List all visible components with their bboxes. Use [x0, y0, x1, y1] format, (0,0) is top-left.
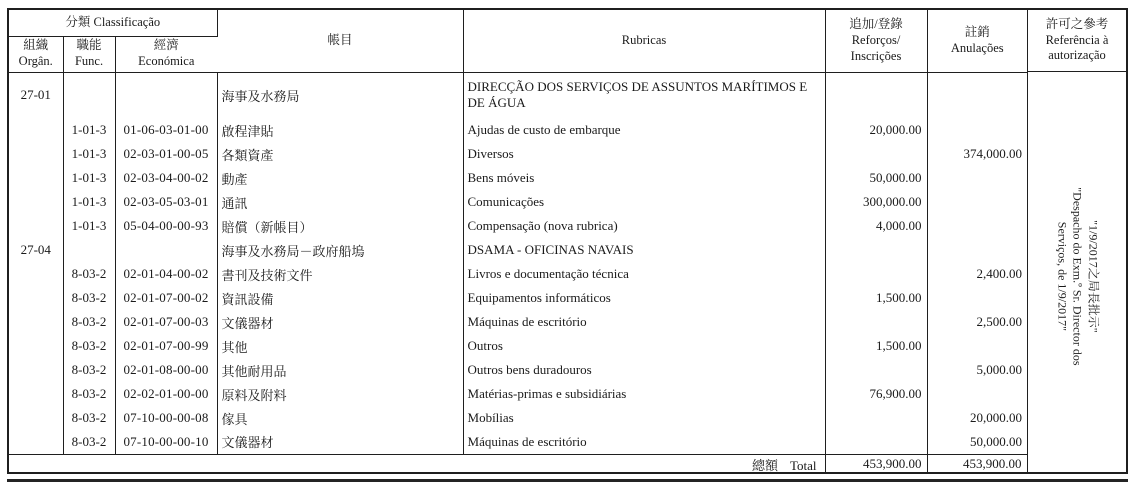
table-body	[9, 72, 1027, 454]
table-footer	[9, 454, 1027, 474]
anulacoes-amount: 20,000.00	[970, 410, 1023, 425]
table-row	[9, 166, 1027, 190]
reforcos-amount	[825, 358, 927, 382]
anulacoes-amount: 2,500.00	[976, 314, 1023, 329]
reforcos-amount	[825, 310, 927, 334]
organ-code	[9, 358, 63, 382]
header-conta: 帳目	[217, 10, 463, 72]
account-name-zh: 資訊設備	[217, 286, 463, 310]
organ-code	[9, 430, 63, 454]
reforcos-amount: 4,000.00	[825, 214, 927, 238]
reforcos-amount	[825, 430, 927, 454]
reforcos-amount: 50,000.00	[825, 166, 927, 190]
account-name-zh: 書刊及技術文件	[217, 262, 463, 286]
func-code: 1-01-3	[63, 142, 115, 166]
header-organ-pt: Orgân.	[18, 54, 53, 68]
budget-table-grid	[9, 10, 1028, 474]
authorization-note-line-3: Serviços, de 1/9/2017"	[1055, 221, 1070, 331]
header-organ-zh: 組織	[23, 38, 49, 53]
bottom-rule	[7, 479, 1128, 482]
rubrica-pt: Equipamentos informáticos	[463, 286, 825, 310]
anulacoes-amount	[927, 238, 1027, 262]
func-code: 8-03-2	[63, 358, 115, 382]
account-name-zh: 賠償（新帳目）	[217, 214, 463, 238]
authorization-reference-note	[1054, 187, 1101, 365]
organ-code	[9, 118, 63, 142]
header-reforcos	[825, 10, 927, 72]
organ-code	[9, 310, 63, 334]
account-name-zh: 各類資產	[217, 142, 463, 166]
rubrica-pt: Bens móveis	[463, 166, 825, 190]
econ-code: 07-10-00-00-08	[115, 406, 217, 430]
func-code: 8-03-2	[63, 430, 115, 454]
organ-code	[9, 406, 63, 430]
organ-code: 27-01	[9, 72, 63, 118]
header-referencia	[1028, 10, 1126, 72]
table-row	[9, 214, 1027, 238]
organ-code	[9, 334, 63, 358]
account-name-zh: 傢具	[217, 406, 463, 430]
rubrica-pt: Outros bens duradouros	[463, 358, 825, 382]
header-referencia-pt-2: autorização	[1048, 48, 1106, 63]
reforcos-amount: 300,000.00	[825, 190, 927, 214]
table-row	[9, 406, 1027, 430]
header-classificacao: 分類 Classificação	[9, 10, 217, 36]
organ-code	[9, 262, 63, 286]
rubrica-pt: Máquinas de escritório	[463, 430, 825, 454]
account-name-zh: 文儀器材	[217, 310, 463, 334]
func-code: 8-03-2	[63, 262, 115, 286]
econ-code: 02-01-07-00-03	[115, 310, 217, 334]
rubrica-pt: Ajudas de custo de embarque	[463, 118, 825, 142]
rubrica-pt: Mobílias	[463, 406, 825, 430]
header-anulacoes	[927, 10, 1027, 72]
header-reforcos-pt-1: Reforços/	[851, 32, 901, 47]
func-code: 1-01-3	[63, 166, 115, 190]
econ-code: 02-03-05-03-01	[115, 190, 217, 214]
header-econ	[115, 36, 217, 72]
account-name-zh: 原料及附料	[217, 382, 463, 406]
table-row	[9, 238, 1027, 262]
table-row	[9, 382, 1027, 406]
account-name-zh: 其他耐用品	[217, 358, 463, 382]
anulacoes-amount	[927, 190, 1027, 214]
econ-code: 07-10-00-00-10	[115, 430, 217, 454]
rubrica-pt: Máquinas de escritório	[463, 310, 825, 334]
table-row	[9, 262, 1027, 286]
authorization-reference-column	[1027, 10, 1126, 472]
table-row	[9, 142, 1027, 166]
account-name-zh: 啟程津貼	[217, 118, 463, 142]
authorization-note-line-1: "1/9/2017之局長批示"	[1086, 219, 1101, 333]
anulacoes-amount: 50,000.00	[970, 433, 1023, 449]
econ-code: 02-01-04-00-02	[115, 262, 217, 286]
anulacoes-amount	[927, 334, 1027, 358]
econ-code: 02-02-01-00-00	[115, 382, 217, 406]
rubrica-pt: Comunicações	[463, 190, 825, 214]
table-row	[9, 430, 1027, 454]
authorization-reference-body	[1028, 72, 1126, 470]
rubrica-pt: Livros e documentação técnica	[463, 262, 825, 286]
header-referencia-zh: 許可之參考	[1045, 17, 1109, 32]
econ-code: 02-01-07-00-99	[115, 334, 217, 358]
header-func	[63, 36, 115, 72]
reforcos-amount	[825, 262, 927, 286]
reforcos-amount	[825, 238, 927, 262]
econ-code	[115, 238, 217, 262]
header-referencia-pt-1: Referência à	[1045, 32, 1109, 47]
econ-code: 01-06-03-01-00	[115, 118, 217, 142]
total-reforcos-amount: 453,900.00	[825, 454, 927, 474]
header-econ-pt: Económica	[138, 54, 195, 68]
organ-code: 27-04	[9, 238, 63, 262]
account-name-zh: 動產	[217, 166, 463, 190]
account-name-zh: 通訊	[217, 190, 463, 214]
func-code: 8-03-2	[63, 406, 115, 430]
anulacoes-amount	[927, 72, 1027, 118]
header-func-zh: 職能	[76, 38, 102, 53]
rubrica-pt: Diversos	[463, 142, 825, 166]
anulacoes-amount	[927, 118, 1027, 142]
rubrica-pt: DSAMA - OFICINAS NAVAIS	[463, 238, 825, 262]
anulacoes-amount: 5,000.00	[976, 362, 1023, 377]
reforcos-amount	[825, 142, 927, 166]
reforcos-amount: 76,900.00	[825, 382, 927, 406]
anulacoes-amount	[927, 382, 1027, 406]
reforcos-amount	[825, 406, 927, 430]
header-anulacoes-zh: 註銷	[964, 25, 990, 40]
rubrica-pt: Compensação (nova rubrica)	[463, 214, 825, 238]
total-anulacoes-amount: 453,900.00	[927, 454, 1027, 474]
table-row	[9, 190, 1027, 214]
func-code: 8-03-2	[63, 334, 115, 358]
reforcos-amount	[825, 72, 927, 118]
table-row	[9, 118, 1027, 142]
econ-code: 02-03-01-00-05	[115, 142, 217, 166]
econ-code: 02-03-04-00-02	[115, 166, 217, 190]
table-row	[9, 310, 1027, 334]
func-code: 8-03-2	[63, 382, 115, 406]
rubrica-pt: DIRECÇÃO DOS SERVIÇOS DE ASSUNTOS MARÍTIMOS E DE ÁGUA	[463, 72, 825, 118]
reforcos-amount: 1,500.00	[825, 334, 927, 358]
anulacoes-amount: 2,400.00	[976, 266, 1023, 281]
econ-code	[115, 72, 217, 118]
account-name-zh: 海事及水務局	[217, 72, 463, 118]
header-reforcos-zh: 追加/登錄	[849, 17, 903, 32]
organ-code	[9, 214, 63, 238]
organ-code	[9, 382, 63, 406]
func-code	[63, 72, 115, 118]
func-code	[63, 238, 115, 262]
econ-code: 02-01-08-00-00	[115, 358, 217, 382]
anulacoes-amount	[927, 214, 1027, 238]
anulacoes-amount: 374,000.00	[963, 146, 1023, 161]
total-label-pt: Total	[789, 457, 817, 473]
table-header	[9, 10, 1027, 72]
func-code: 8-03-2	[63, 286, 115, 310]
organ-code	[9, 142, 63, 166]
header-rubricas: Rubricas	[463, 10, 825, 72]
total-label-zh: 總額	[751, 457, 778, 473]
header-econ-zh: 經濟	[153, 38, 179, 53]
anulacoes-amount	[927, 286, 1027, 310]
table-row	[9, 334, 1027, 358]
rubrica-pt: Matérias-primas e subsidiárias	[463, 382, 825, 406]
header-anulacoes-pt: Anulações	[950, 40, 1004, 55]
econ-code: 05-04-00-00-93	[115, 214, 217, 238]
budget-amendment-table	[7, 8, 1128, 474]
header-reforcos-pt-2: Inscrições	[850, 48, 902, 63]
reforcos-amount: 20,000.00	[825, 118, 927, 142]
organ-code	[9, 190, 63, 214]
account-name-zh: 文儀器材	[217, 430, 463, 454]
organ-code	[9, 166, 63, 190]
header-func-pt: Func.	[74, 54, 104, 68]
authorization-note-line-2: "Despacho do Exm.º Sr. Director dos	[1070, 186, 1085, 366]
account-name-zh: 其他	[217, 334, 463, 358]
organ-code	[9, 286, 63, 310]
total-label	[9, 454, 825, 474]
header-organ	[9, 36, 63, 72]
table-row	[9, 72, 1027, 118]
table-row	[9, 286, 1027, 310]
account-name-zh: 海事及水務局－政府船塢	[217, 238, 463, 262]
rubrica-pt: Outros	[463, 334, 825, 358]
econ-code: 02-01-07-00-02	[115, 286, 217, 310]
func-code: 1-01-3	[63, 214, 115, 238]
reforcos-amount: 1,500.00	[825, 286, 927, 310]
total-row	[9, 454, 1027, 474]
anulacoes-amount	[927, 166, 1027, 190]
func-code: 1-01-3	[63, 190, 115, 214]
func-code: 8-03-2	[63, 310, 115, 334]
func-code: 1-01-3	[63, 118, 115, 142]
table-row	[9, 358, 1027, 382]
